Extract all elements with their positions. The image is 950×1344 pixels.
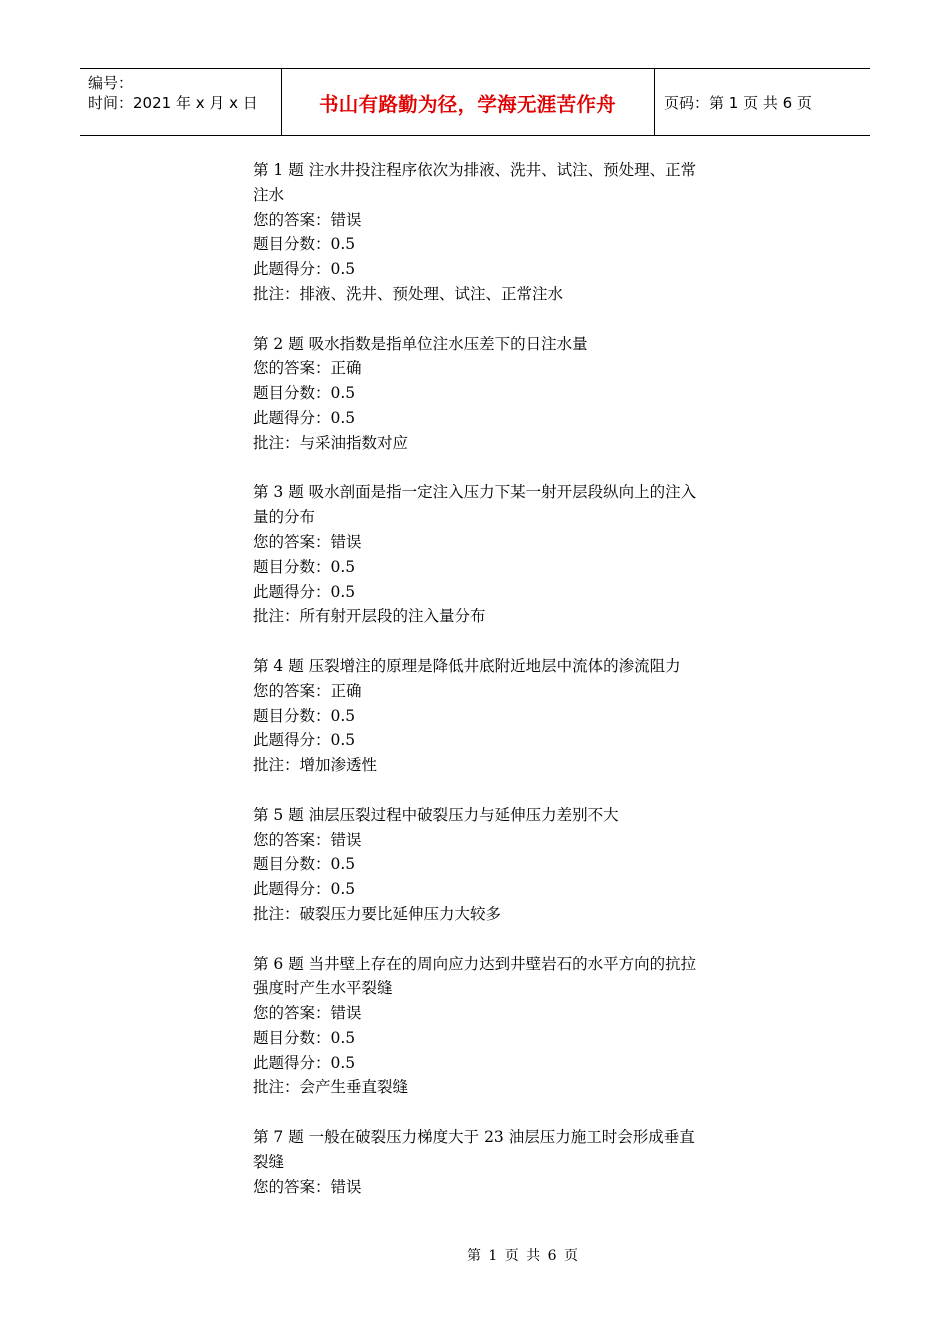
question-block: [253, 952, 703, 1101]
question-list: [253, 158, 703, 1224]
question-earned: 此题得分：0.5: [253, 582, 356, 601]
question-title: 第 6 题 当井壁上存在的周向应力达到井壁岩石的水平方向的抗拉强度时产生水平裂缝: [253, 954, 697, 998]
header-page-number: 页码：第 1 页 共 6 页: [664, 94, 812, 112]
question-note: 批注：与采油指数对应: [253, 433, 409, 452]
question-earned: 此题得分：0.5: [253, 408, 356, 427]
header-divider: [654, 69, 655, 135]
question-title: 第 1 题 注水井投注程序依次为排液、洗井、试注、预处理、正常注水: [253, 161, 697, 204]
question-answer: 您的答案：错误: [253, 210, 362, 229]
question-block: [253, 1125, 703, 1199]
page-header: [80, 68, 870, 136]
footer-page-number: 第 1 页 共 6 页: [466, 1248, 579, 1264]
header-motto: 书山有路勤为径，学海无涯苦作舟: [318, 92, 616, 116]
question-block: [253, 654, 703, 778]
question-earned: 此题得分：0.5: [253, 260, 356, 279]
question-title: 第 4 题 压裂增注的原理是降低井底附近地层中流体的渗流阻力: [253, 656, 681, 675]
question-score: 题目分数：0.5: [253, 384, 356, 403]
question-answer: 您的答案：错误: [253, 1004, 362, 1023]
question-score: 题目分数：0.5: [253, 235, 356, 254]
question-block: [253, 332, 703, 456]
question-earned: 此题得分：0.5: [253, 880, 356, 899]
question-note: 批注：破裂压力要比延伸压力大较多: [253, 904, 502, 923]
question-title: 第 3 题 吸水剖面是指一定注入压力下某一射开层段纵向上的注入量的分布: [253, 483, 697, 527]
question-block: [253, 803, 703, 927]
question-note: 批注：所有射开层段的注入量分布: [253, 607, 486, 626]
question-earned: 此题得分：0.5: [253, 1053, 356, 1072]
question-note: 批注：排液、洗井、预处理、试注、正常注水: [253, 284, 564, 303]
question-title: 第 7 题 一般在破裂压力梯度大于 23 油层压力施工时会形成垂直裂缝: [253, 1128, 695, 1171]
question-score: 题目分数：0.5: [253, 855, 356, 874]
question-note: 批注：会产生垂直裂缝: [253, 1078, 409, 1097]
question-earned: 此题得分：0.5: [253, 731, 356, 750]
question-answer: 您的答案：错误: [253, 532, 362, 551]
question-title: 第 2 题 吸水指数是指单位注水压差下的日注水量: [253, 334, 588, 353]
question-block: [253, 158, 703, 307]
page-footer: [0, 1245, 950, 1265]
question-answer: 您的答案：错误: [253, 1177, 362, 1196]
serial-number-label: 编号：: [88, 74, 134, 92]
question-title: 第 5 题 油层压裂过程中破裂压力与延伸压力差别不大: [253, 805, 619, 824]
question-answer: 您的答案：正确: [253, 681, 362, 700]
question-score: 题目分数：0.5: [253, 1028, 356, 1047]
date-label: 时间：2021 年 x 月 x 日: [88, 94, 258, 112]
question-score: 题目分数：0.5: [253, 706, 356, 725]
question-block: [253, 480, 703, 629]
header-meta: [88, 73, 258, 113]
question-answer: 您的答案：错误: [253, 830, 362, 849]
question-answer: 您的答案：正确: [253, 359, 362, 378]
question-score: 题目分数：0.5: [253, 557, 356, 576]
question-note: 批注：增加渗透性: [253, 756, 378, 775]
